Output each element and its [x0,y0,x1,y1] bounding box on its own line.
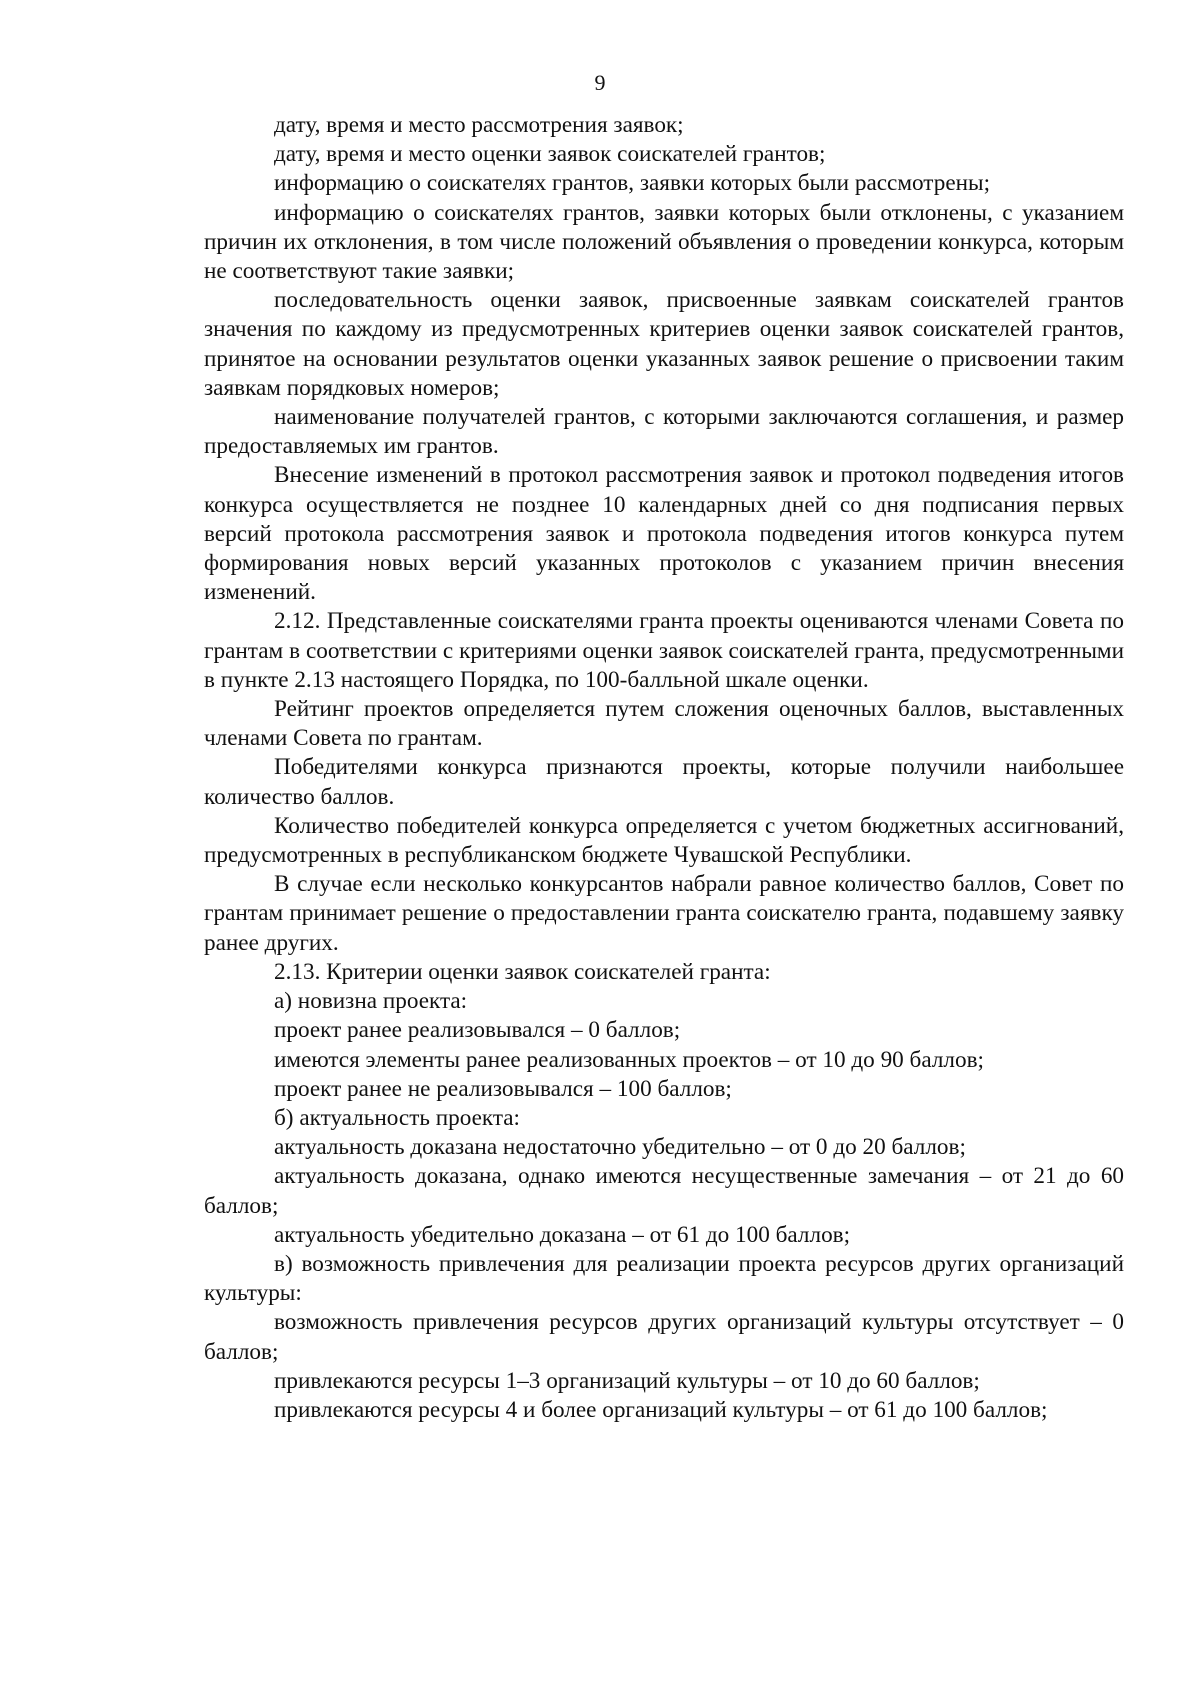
criterion-option: актуальность доказана недостаточно убедительно – от 0 до 20 баллов; [274,1134,966,1161]
paragraph: наименование получателей грантов, с которыми заключаются соглашения, и размер предоставляемых им грантов. [204,404,1124,460]
criterion-option: привлекаются ресурсы 1–3 организаций культуры – от 10 до 60 баллов; [274,1367,980,1394]
criterion-option: актуальность доказана, однако имеются несущественные замечания – от 21 до 60 баллов; [204,1163,1124,1219]
paragraph: Рейтинг проектов определяется путем сложения оценочных баллов, выставленных членами Совета по грантам. [204,696,1124,752]
criterion-option: проект ранее реализовывался – 0 баллов; [274,1017,681,1044]
criterion-heading: а) новизна проекта: [274,988,468,1015]
criterion-option: актуальность убедительно доказана – от 61 до 100 баллов; [274,1221,851,1248]
paragraph: Количество победителей конкурса определяется с учетом бюджетных ассигнований, предусмотренных в республиканском бюджете Чувашской Республики. [204,812,1124,869]
criterion-heading: в) возможность привлечения для реализации проекта ресурсов других организаций культуры: [204,1250,1124,1307]
paragraph: информацию о соискателях грантов, заявки которых были рассмотрены; [274,170,991,197]
document-body [204,111,1124,1425]
criterion-option: имеются элементы ранее реализованных проектов – от 10 до 90 баллов; [274,1046,984,1073]
page-number: 9 [594,70,606,95]
criterion-option: проект ранее не реализовывался – 100 баллов; [274,1075,732,1102]
paragraph: Победителями конкурса признаются проекты, которые получили наибольшее количество баллов. [204,754,1124,810]
criterion-option: привлекаются ресурсы 4 и более организаций культуры – от 61 до 100 баллов; [274,1396,1048,1423]
section-heading: 2.13. Критерии оценки заявок соискателей гранта: [274,958,771,985]
criterion-option: возможность привлечения ресурсов других организаций культуры отсутствует – 0 баллов; [204,1309,1124,1365]
paragraph: Внесение изменений в протокол рассмотрения заявок и протокол подведения итогов конкурса осуществляется не позднее 10 календарных дней со дня подписания первых версий протокола рассмотрения заявок и протокола подведения итогов конкурса путем формирования новых версий указанных протоколов с указанием причин внесения изменений. [204,462,1124,606]
paragraph: дату, время и место оценки заявок соискателей грантов; [274,141,826,168]
criterion-heading: б) актуальность проекта: [274,1104,520,1131]
paragraph: В случае если несколько конкурсантов набрали равное количество баллов, Совет по грантам принимает решение о предоставлении гранта соискателю гранта, подавшему заявку ранее других. [204,871,1124,956]
paragraph: 2.12. Представленные соискателями гранта проекты оцениваются членами Совета по грантам в соответствии с критериями оценки заявок соискателей гранта, предусмотренными в пункте 2.13 настоящего Порядка, по 100-балльной шкале оценки. [204,608,1124,693]
paragraph: последовательность оценки заявок, присвоенные заявкам соискателей грантов значения по каждому из предусмотренных критериев оценки заявок соискателей грантов, принятое на основании результатов оценки указанных заявок решение о присвоении таким заявкам порядковых номеров; [204,287,1124,401]
paragraph: информацию о соискателях грантов, заявки которых были отклонены, с указанием причин их отклонения, в том числе положений объявления о проведении конкурса, которым не соответствуют такие заявки; [204,199,1124,285]
paragraph: дату, время и место рассмотрения заявок; [274,112,684,138]
